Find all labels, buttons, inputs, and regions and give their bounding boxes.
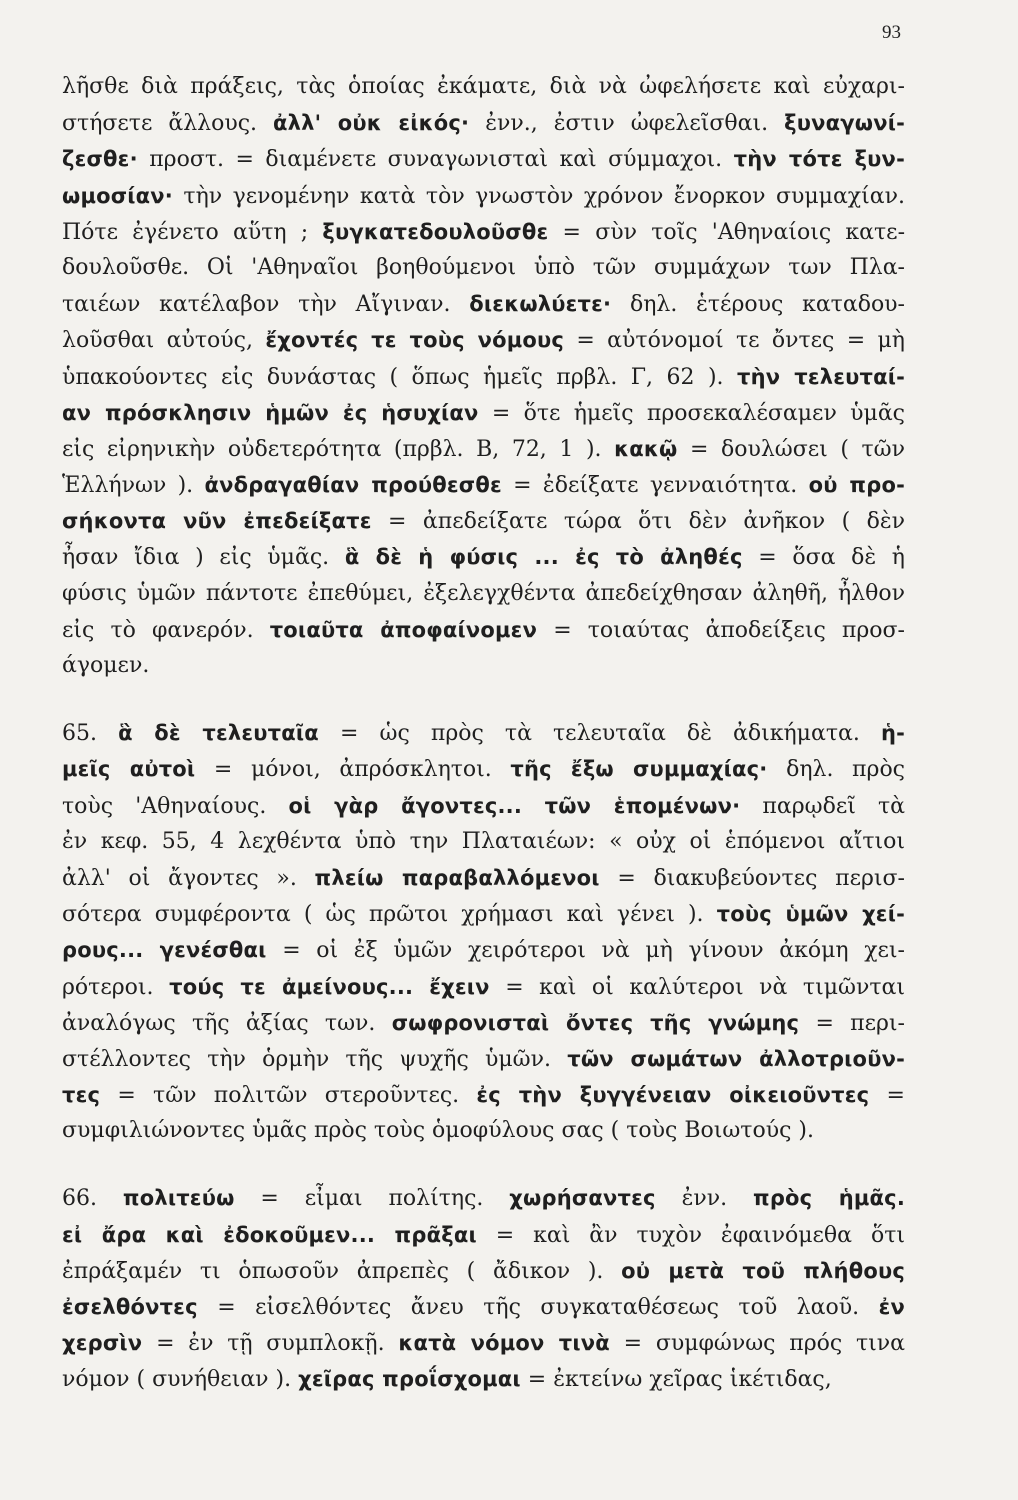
gloss-text: 66. xyxy=(62,1186,123,1212)
lemma-term: ξυναγωνί- xyxy=(784,111,905,136)
gloss-text: = δουλώσει ( τῶν xyxy=(677,436,905,462)
lemma-term: κατὰ νόμον τινὰ xyxy=(398,1331,610,1356)
lemma-term: εἰ ἄρα καὶ ἐδοκοῦμεν... πρᾶξαι xyxy=(62,1222,477,1247)
gloss-text: = ὅτε ἡμεῖς προσεκαλέσαμεν ὑμᾶς xyxy=(478,400,905,426)
text-line xyxy=(62,932,905,968)
lemma-term: ἐν xyxy=(878,1295,905,1319)
gloss-text: στήσετε ἄλλους. xyxy=(62,111,273,137)
gloss-text: ταιέων κατέλαβον τὴν Αἴγιναν. xyxy=(62,292,470,318)
gloss-text: = xyxy=(869,1083,905,1109)
gloss-text: = διακυβεύοντες περισ- xyxy=(599,865,905,891)
gloss-text: 65. xyxy=(62,721,119,747)
text-line xyxy=(62,141,905,177)
gloss-text: συμφιλιώνοντες ὑμᾶς πρὸς τοὺς ὁμοφύλους σας ( τοὺς Βοιωτούς ). xyxy=(62,1118,814,1144)
lemma-term: ἐς τὴν ξυγγένειαν οἰκειοῦντες xyxy=(476,1083,870,1108)
text-line xyxy=(62,467,905,503)
lemma-term: ἀλλ' οὐκ εἰκός· xyxy=(273,111,470,136)
gloss-text: ἐν κεφ. 55, 4 λεχθέντα ὑπὸ την Πλαταιέων: « οὐχ οἱ ἑπόμενοι αἴτιοι xyxy=(62,828,905,854)
gloss-text: ὑπακούοντες εἰς δυνάστας ( ὅπως ἡμεῖς πρβλ. Γ, 62 ). xyxy=(62,364,737,390)
gloss-text: = καὶ οἱ καλύτεροι νὰ τιμῶνται xyxy=(489,974,905,1000)
gloss-text: = τῶν πολιτῶν στεροῦντες. xyxy=(100,1083,477,1109)
lemma-term: τες xyxy=(62,1083,101,1108)
text-line xyxy=(62,214,905,250)
gloss-text: παρῳδεῖ τὰ xyxy=(740,793,905,819)
gloss-text: = ἐκτείνω χεῖρας ἱκέτιδας, xyxy=(520,1367,832,1393)
gloss-text: = σὺν τοῖς 'Αθηναίοις κατε- xyxy=(548,219,905,245)
gloss-text: Ἑλλήνων ). xyxy=(62,473,205,499)
lemma-term: οὐ μετὰ τοῦ πλήθους xyxy=(621,1258,905,1283)
lemma-term: τούς τε ἀμείνους... ἔχειν xyxy=(169,974,490,999)
lemma-term: χωρήσαντες xyxy=(509,1186,656,1211)
gloss-text: = ἐν τῇ συμπλοκῇ. xyxy=(142,1331,399,1357)
lemma-term: ἀνδραγαθίαν προύθεσθε xyxy=(204,473,502,498)
lemma-term: πολιτεύω xyxy=(122,1186,235,1211)
lemma-term: μεῖς αὐτοὶ xyxy=(62,757,196,782)
gloss-text: ἀναλόγως τῆς ἀξίας των. xyxy=(62,1010,392,1036)
lemma-term: ξυγκατεδουλοῦσθε xyxy=(322,219,549,244)
text-line xyxy=(62,860,905,896)
gloss-text: στέλλοντες τὴν ὁρμὴν τῆς ψυχῆς ὑμῶν. xyxy=(62,1046,568,1072)
text-line xyxy=(62,648,905,684)
paragraph-gap xyxy=(62,684,905,715)
gloss-text: = οἱ ἐξ ὑμῶν χειρότεροι νὰ μὴ γίνουν ἀκόμη χει- xyxy=(266,938,905,964)
text-line xyxy=(62,576,905,612)
text-line xyxy=(62,751,905,787)
text-line xyxy=(62,286,905,322)
gloss-text: ρότεροι. xyxy=(62,974,170,1000)
gloss-text: τὴν γενομένην κατὰ τὸν γνωστὸν χρόνον ἔνορκον συμμαχίαν. xyxy=(172,183,905,209)
lemma-term: αν πρόσκλησιν ἡμῶν ἐς ἡσυχίαν xyxy=(62,400,479,425)
lemma-term: οὐ προ- xyxy=(808,473,905,498)
text-line xyxy=(62,612,905,648)
gloss-text: ἐνν., ἐστιν ὠφελεῖσθαι. xyxy=(469,111,785,137)
lemma-term: ἃ δὲ τελευταῖα xyxy=(118,721,319,746)
text-line xyxy=(62,431,905,467)
gloss-text: = μόνοι, ἀπρόσκλητοι. xyxy=(195,757,511,783)
text-line xyxy=(62,178,905,214)
gloss-text: τοὺς 'Αθηναίους. xyxy=(62,793,289,819)
gloss-text: δηλ. πρὸς xyxy=(767,757,905,783)
lemma-term: διεκωλύετε· xyxy=(469,292,612,317)
gloss-text: εἰς τὸ φανερόν. xyxy=(62,617,270,643)
text-line xyxy=(62,1325,905,1361)
text-line xyxy=(62,1253,905,1289)
gloss-text: = ἀπεδείξατε τώρα ὅτι δὲν ἀνῆκον ( δὲν xyxy=(371,509,905,535)
gloss-text: = εἶμαι πολίτης. xyxy=(234,1186,510,1212)
text-line xyxy=(62,539,905,575)
text-line xyxy=(62,1180,905,1216)
lemma-term: ζεσθε· xyxy=(62,147,138,172)
gloss-text: = ἐδείξατε γενναιότητα. xyxy=(501,473,809,499)
lemma-term: τὴν τελευταί- xyxy=(736,364,905,389)
text-line xyxy=(62,788,905,824)
lemma-term: ἐσελθόντες xyxy=(62,1295,198,1319)
gloss-text: προστ. = διαμένετε συναγωνισταὶ καὶ σύμμαχοι. xyxy=(137,147,734,173)
gloss-text: ἦσαν ἴδια ) εἰς ὑμᾶς. xyxy=(62,545,345,571)
lemma-term: κακῷ xyxy=(614,436,678,461)
text-line xyxy=(62,824,905,860)
paragraph-gap xyxy=(62,1149,905,1180)
gloss-text: φύσις ὑμῶν πάντοτε ἐπεθύμει, ἐξελεγχθέντα ἀπεδείχθησαν ἀληθῆ, ἦλθον xyxy=(62,580,905,606)
commentary-text xyxy=(62,69,905,1398)
text-line xyxy=(62,250,905,286)
gloss-text: = εἰσελθόντες ἄνευ τῆς συγκαταθέσεως τοῦ λαοῦ. xyxy=(197,1295,879,1320)
text-line xyxy=(62,1005,905,1041)
gloss-text: λῆσθε διὰ πράξεις, τὰς ὁποίας ἐκάματε, διὰ νὰ ὠφελήσετε καὶ εὐχαρι- xyxy=(62,74,905,99)
lemma-term: ωμοσίαν· xyxy=(62,183,173,208)
gloss-text: σότερα συμφέροντα ( ὡς πρῶτοι χρήμασι καὶ γένει ). xyxy=(62,902,717,928)
lemma-term: χεῖρας προΐσχομαι xyxy=(298,1367,521,1392)
lemma-term: τῆς ἔξω συμμαχίας· xyxy=(510,757,768,782)
lemma-term: οἱ γὰρ ἄγοντες... τῶν ἑπομένων· xyxy=(288,793,741,818)
lemma-term: σήκοντα νῦν ἐπεδείξατε xyxy=(62,509,372,534)
gloss-text: ἐνν. xyxy=(655,1186,754,1212)
text-line xyxy=(62,715,905,751)
text-line xyxy=(62,1361,905,1397)
gloss-text: = περι- xyxy=(799,1010,905,1036)
gloss-text: = ὡς πρὸς τὰ τελευταῖα δὲ ἀδικήματα. xyxy=(318,721,881,747)
text-line xyxy=(62,1289,905,1325)
gloss-text: λοῦσθαι αὐτούς, xyxy=(62,328,266,354)
gloss-text: νόμον ( συνήθειαν ). xyxy=(62,1367,299,1393)
text-line xyxy=(62,1113,905,1149)
gloss-text: = αὐτόνομοί τε ὄντες = μὴ xyxy=(564,328,905,354)
gloss-text: = ὅσα δὲ ἡ xyxy=(742,545,905,571)
lemma-term: τὴν τότε ξυν- xyxy=(733,147,905,172)
lemma-term: χερσὶν xyxy=(62,1331,143,1356)
gloss-text: εἰς εἰρηνικὴν οὐδετερότητα (πρβλ. Β, 72, 1 ). xyxy=(62,436,615,462)
lemma-term: ρους... γενέσθαι xyxy=(62,938,267,963)
text-line xyxy=(62,503,905,539)
page-number: 93 xyxy=(882,22,901,43)
gloss-text: ἐπράξαμέν τι ὁπωσοῦν ἀπρεπὲς ( ἄδικον ). xyxy=(62,1258,622,1284)
gloss-text: = καὶ ἂν τυχὸν ἐφαινόμεθα ὅτι xyxy=(476,1222,905,1248)
text-line xyxy=(62,69,905,105)
gloss-text: = τοιαύτας ἀποδείξεις προσ- xyxy=(537,617,905,643)
lemma-term: τῶν σωμάτων ἀλλοτριοῦν- xyxy=(567,1046,905,1071)
gloss-text: δουλοῦσθε. Οἱ 'Αθηναῖοι βοηθούμενοι ὑπὸ τῶν συμμάχων των Πλα- xyxy=(62,254,905,280)
lemma-term: τοὺς ὑμῶν χεί- xyxy=(716,902,905,927)
text-line xyxy=(62,1217,905,1253)
text-line xyxy=(62,896,905,932)
lemma-term: σωφρονισταὶ ὄντες τῆς γνώμης xyxy=(391,1010,800,1035)
gloss-text: ἀλλ' οἱ ἄγοντες ». xyxy=(62,865,315,891)
text-line xyxy=(62,105,905,141)
lemma-term: τοιαῦτα ἀποφαίνομεν xyxy=(269,617,538,642)
text-line xyxy=(62,395,905,431)
text-line xyxy=(62,359,905,395)
text-line xyxy=(62,1041,905,1077)
text-line xyxy=(62,969,905,1005)
text-line xyxy=(62,1077,905,1113)
text-line xyxy=(62,322,905,358)
gloss-text: δηλ. ἑτέρους καταδου- xyxy=(611,292,905,318)
gloss-text: = συμφώνως πρός τινα xyxy=(609,1331,905,1357)
gloss-text: άγομεν. xyxy=(62,653,150,678)
lemma-term: πλείω παραβαλλόμενοι xyxy=(314,865,600,890)
lemma-term: ἔχοντές τε τοὺς νόμους xyxy=(265,328,565,353)
lemma-term: ἃ δὲ ἡ φύσις ... ἐς τὸ ἀληθές xyxy=(344,545,743,570)
gloss-text: Πότε ἐγένετο αὕτη ; xyxy=(62,219,323,245)
lemma-term: πρὸς ἡμᾶς. xyxy=(753,1186,905,1211)
lemma-term: ἡ- xyxy=(880,721,905,746)
